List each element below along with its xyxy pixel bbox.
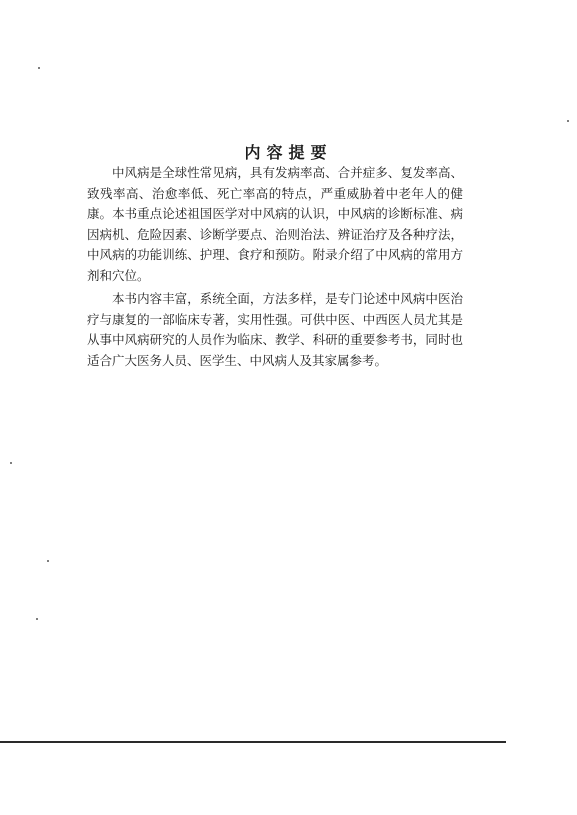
content-summary-heading: 内容提要	[244, 143, 333, 162]
summary-paragraph-2: 本书内容丰富，系统全面，方法多样，是专门论述中风病中医治疗与康复的一部临床专著，实用性强。可供中医、中西医人员尤其是从事中风病研究的人员作为临床、教学、科研的重要参考书，同时也适合广大医务人员、医学生、中风病人及其家属参考。	[87, 291, 463, 368]
bottom-rule-line	[0, 741, 506, 743]
scan-speck	[36, 618, 38, 620]
scan-speck	[38, 67, 40, 69]
summary-body	[87, 163, 463, 374]
scan-speck	[47, 560, 49, 562]
summary-paragraph-1: 中风病是全球性常见病，具有发病率高、合并症多、复发率高、致残率高、治愈率低、死亡率高的特点，严重威胁着中老年人的健康。本书重点论述祖国医学对中风病的认识，中风病的诊断标准、病因病机、危险因素、诊断学要点、治则治法、辨证治疗及各种疗法，中风病的功能训练、护理、食疗和预防。附录介绍了中风病的常用方剂和穴位。	[87, 165, 463, 283]
scan-speck	[567, 120, 569, 122]
scan-speck	[10, 462, 12, 464]
